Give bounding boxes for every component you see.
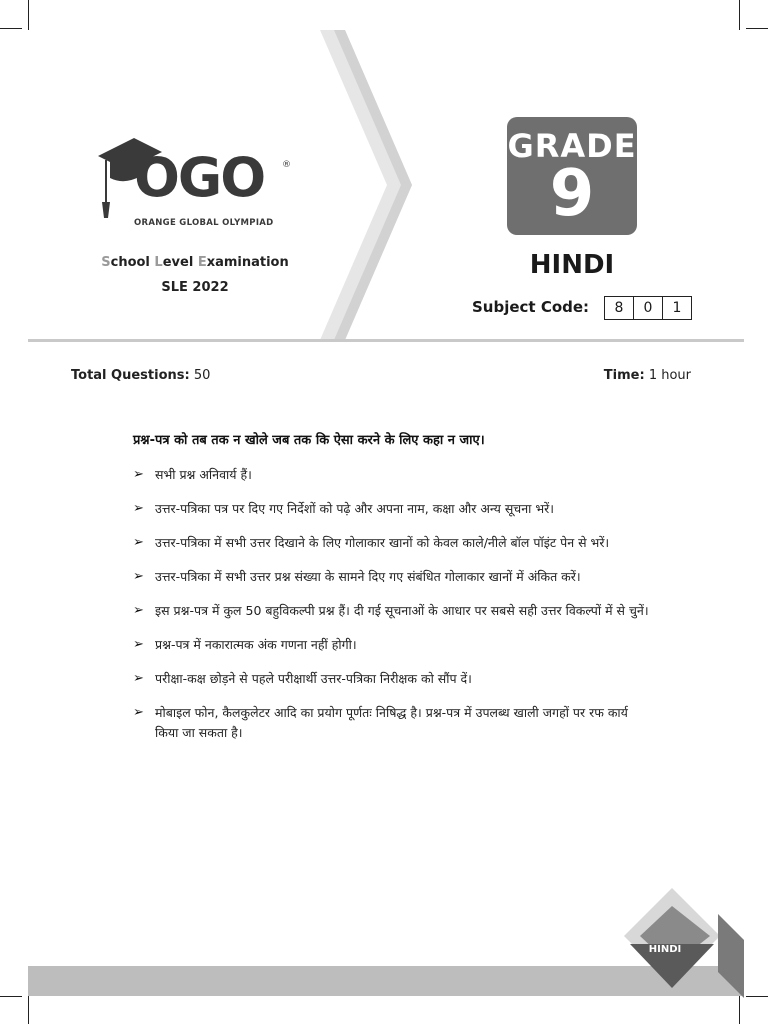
instruction-item: ➢ उत्तर-पत्रिका में सभी उत्तर प्रश्न संख्या के सामने दिए गए संबंधित गोलाकार खानों में अंकित करें। (133, 567, 651, 587)
crop-mark (0, 28, 22, 29)
footer-diamond-decoration (600, 888, 744, 998)
crop-mark (739, 0, 740, 30)
crop-mark (28, 0, 29, 30)
code-digit: 1 (672, 300, 682, 316)
crop-mark (746, 28, 768, 29)
crop-mark (28, 996, 29, 1024)
instruction-item: ➢ परीक्षा-कक्ष छोड़ने से पहले परीक्षार्थी उत्तर-पत्रिका निरीक्षक को सौंप दें। (133, 669, 651, 689)
crop-mark (746, 996, 768, 997)
logo-wordmark: OGO (134, 146, 265, 209)
chevron-decoration (300, 30, 420, 340)
subject-code-boxes (604, 296, 692, 320)
header-divider (28, 339, 744, 342)
footer-subject-tag: HINDI (648, 944, 682, 955)
instruction-item: ➢ इस प्रश्न-पत्र में कुल 50 बहुविकल्पी प्रश्न हैं। दी गई सूचनाओं के आधार पर सबसे सही उत्तर विकल्पों में से चुनें। (133, 601, 651, 621)
instruction-item: ➢ उत्तर-पत्रिका में सभी उत्तर दिखाने के लिए गोलाकार खानों को केवल काले/नीले बॉल पॉइंट पेन से भरें। (133, 533, 651, 553)
crop-mark (0, 996, 22, 997)
grade-badge (507, 117, 637, 235)
code-digit: 0 (634, 297, 663, 319)
code-digit: 8 (605, 297, 634, 319)
instruction-list (133, 465, 651, 757)
exam-time: Time: 1 hour (603, 368, 691, 383)
subject-code-label: Subject Code: (472, 298, 590, 316)
exam-session: SLE 2022 (161, 280, 229, 295)
grade-label: GRADE (507, 127, 637, 165)
instruction-item: ➢ उत्तर-पत्रिका पत्र पर दिए गए निर्देशों को पढ़े और अपना नाम, कक्षा और अन्य सूचना भरें। (133, 499, 651, 519)
grade-number: 9 (549, 157, 595, 231)
exam-name: School Level Examination (101, 255, 289, 270)
subject-title: HINDI (529, 250, 615, 280)
crop-mark (739, 996, 740, 1024)
ogo-logo (96, 134, 296, 234)
registered-mark: ® (282, 160, 291, 170)
instruction-item: ➢ प्रश्न-पत्र में नकारात्मक अंक गणना नहीं होगी। (133, 635, 651, 655)
instruction-warning: प्रश्न-पत्र को तब तक न खोले जब तक कि ऐसा करने के लिए कहा न जाए। (133, 433, 485, 448)
total-questions: Total Questions: 50 (71, 368, 211, 383)
instruction-item: ➢ सभी प्रश्न अनिवार्य हैं। (133, 465, 651, 485)
logo-subtitle: ORANGE GLOBAL OLYMPIAD (134, 218, 274, 228)
instruction-item: ➢ मोबाइल फोन, कैलकुलेटर आदि का प्रयोग पूर्णतः निषिद्ध है। प्रश्न-पत्र में उपलब्ध खाली जगहों पर रफ कार्य किया जा सकता है। (133, 703, 651, 743)
